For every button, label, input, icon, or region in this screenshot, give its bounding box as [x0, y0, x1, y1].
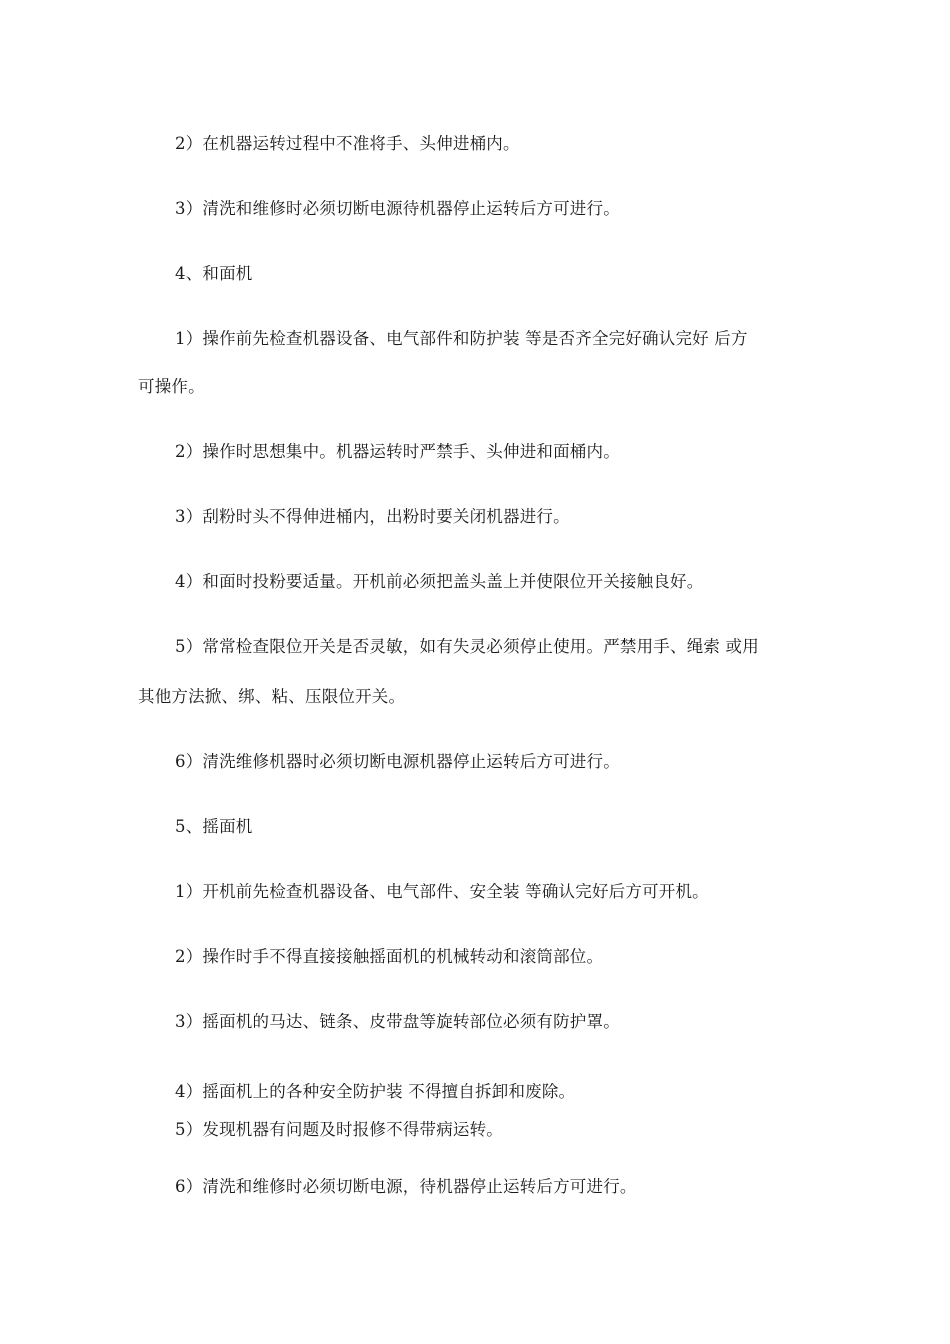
noodle-roller-rule-4: 4）摇面机上的各种安全防护装 不得擅自拆卸和废除。 [175, 1082, 576, 1101]
dough-mixer-rule-1-continued: 可操作。 [138, 377, 205, 396]
noodle-roller-rule-1: 1）开机前先检查机器设备、电气部件、安全装 等确认完好后方可开机。 [175, 882, 709, 901]
dough-mixer-rule-6: 6）清洗维修机器时必须切断电源机器停止运转后方可进行。 [175, 752, 620, 771]
noodle-roller-rule-3: 3）摇面机的马达、链条、皮带盘等旋转部位必须有防护罩。 [175, 1012, 620, 1031]
noodle-roller-rule-5: 5）发现机器有问题及时报修不得带病运转。 [175, 1120, 503, 1139]
dough-mixer-rule-2: 2）操作时思想集中。机器运转时严禁手、头伸进和面桶内。 [175, 442, 620, 461]
dough-mixer-rule-3: 3）刮粉时头不得伸进桶内，出粉时要关闭机器进行。 [175, 507, 570, 526]
rule-3-cleaning-power-off: 3）清洗和维修时必须切断电源待机器停止运转后方可进行。 [175, 199, 620, 218]
dough-mixer-rule-4: 4）和面时投粉要适量。开机前必须把盖头盖上并使限位开关接触良好。 [175, 572, 704, 591]
section-heading-noodle-roller: 5、摇面机 [175, 817, 253, 836]
noodle-roller-rule-2: 2）操作时手不得直接接触摇面机的机械转动和滚筒部位。 [175, 947, 604, 966]
rule-2-no-hands-in-bucket: 2）在机器运转过程中不准将手、头伸进桶内。 [175, 134, 520, 153]
dough-mixer-rule-5-continued: 其他方法掀、绑、粘、压限位开关。 [138, 687, 406, 706]
dough-mixer-rule-5: 5）常常检查限位开关是否灵敏，如有失灵必须停止使用。严禁用手、绳索 或用 [175, 637, 759, 656]
dough-mixer-rule-1: 1）操作前先检查机器设备、电气部件和防护装 等是否齐全完好确认完好 后方 [175, 329, 748, 348]
section-heading-dough-mixer: 4、和面机 [175, 264, 253, 283]
noodle-roller-rule-6: 6）清洗和维修时必须切断电源，待机器停止运转后方可进行。 [175, 1177, 637, 1196]
